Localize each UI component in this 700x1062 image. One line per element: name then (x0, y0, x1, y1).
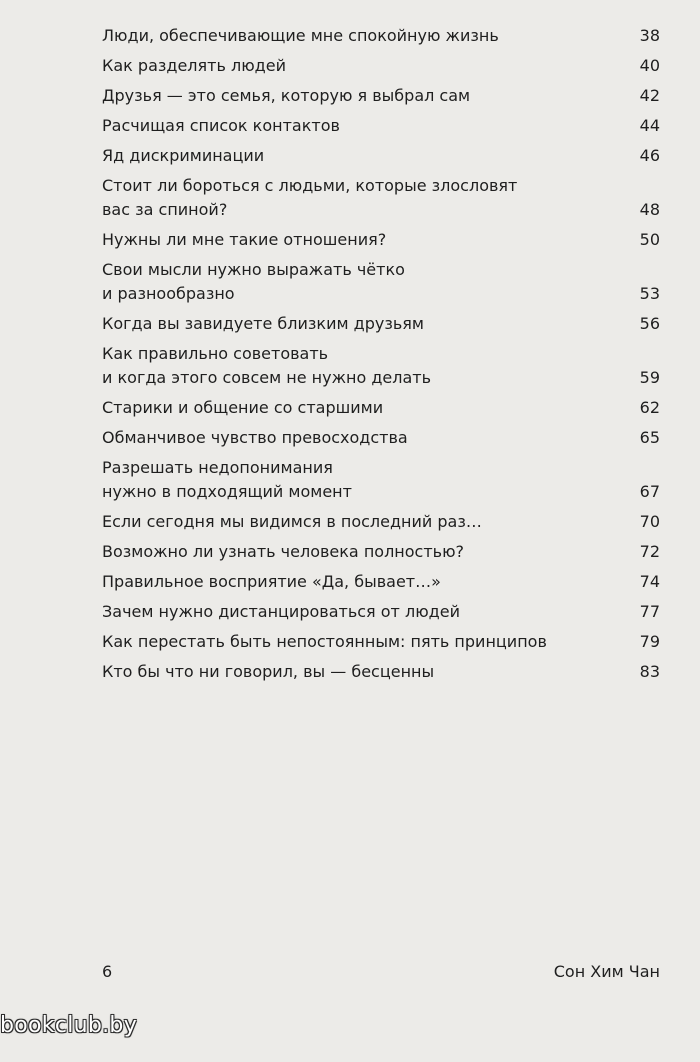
toc-entry (102, 174, 660, 222)
toc-entry-page: 40 (639, 56, 660, 75)
toc-entry-title: Как перестать быть непостоянным: пять принципов (102, 632, 547, 651)
toc-entry-title: Возможно ли узнать человека полностью? (102, 542, 465, 561)
watermark: bookclub.by (0, 1013, 138, 1038)
toc-entry-title: Разрешать недопонимания нужно в подходящий момент (102, 458, 352, 501)
toc-entry (102, 84, 660, 108)
toc-entry (102, 660, 660, 684)
toc-entry-title: Стоит ли бороться с людьми, которые злословят вас за спиной? (102, 176, 518, 219)
toc-entry (102, 510, 660, 534)
toc-entry-title: Свои мысли нужно выражать чётко и разнообразно (102, 260, 405, 303)
toc-entry-title: Кто бы что ни говорил, вы — бесценны (102, 662, 435, 681)
toc-entry-page: 38 (639, 26, 660, 45)
toc-entry-title: Люди, обеспечивающие мне спокойную жизнь (102, 26, 499, 45)
toc-entry-page: 74 (639, 572, 660, 591)
toc-entry-page: 79 (639, 632, 660, 651)
toc-entry (102, 540, 660, 564)
toc-entry-page: 72 (639, 542, 660, 561)
toc-entry-title: Старики и общение со старшими (102, 398, 384, 417)
toc-entry-title: Как правильно советовать и когда этого совсем не нужно делать (102, 344, 432, 387)
toc-entry-title: Зачем нужно дистанцироваться от людей (102, 602, 460, 621)
toc-entry (102, 630, 660, 654)
toc-entry-page: 67 (639, 482, 660, 501)
toc-entry-page: 59 (639, 368, 660, 387)
toc-entry (102, 600, 660, 624)
toc-entry-page: 46 (639, 146, 660, 165)
toc-entry-page: 70 (639, 512, 660, 531)
table-of-contents (102, 24, 660, 690)
toc-entry (102, 54, 660, 78)
toc-entry-page: 62 (639, 398, 660, 417)
toc-entry (102, 258, 660, 306)
toc-entry-page: 77 (639, 602, 660, 621)
toc-entry-title: Нужны ли мне такие отношения? (102, 230, 387, 249)
toc-entry-page: 56 (639, 314, 660, 333)
toc-entry (102, 24, 660, 48)
toc-entry (102, 228, 660, 252)
toc-entry-title: Обманчивое чувство превосходства (102, 428, 408, 447)
toc-entry (102, 312, 660, 336)
page-number: 6 (102, 962, 113, 981)
toc-entry-title: Яд дискриминации (102, 146, 265, 165)
toc-entry-title: Когда вы завидуете близким друзьям (102, 314, 424, 333)
toc-entry-page: 53 (639, 284, 660, 303)
toc-entry (102, 456, 660, 504)
toc-entry (102, 570, 660, 594)
author-name: Сон Хим Чан (553, 962, 660, 981)
toc-entry-page: 83 (639, 662, 660, 681)
toc-entry-page: 50 (639, 230, 660, 249)
toc-entry (102, 342, 660, 390)
toc-entry (102, 114, 660, 138)
toc-entry-title: Правильное восприятие «Да, бывает…» (102, 572, 441, 591)
toc-entry-title: Если сегодня мы видимся в последний раз… (102, 512, 482, 531)
toc-entry-page: 48 (639, 200, 660, 219)
toc-entry-title: Друзья — это семья, которую я выбрал сам (102, 86, 471, 105)
toc-entry-page: 44 (639, 116, 660, 135)
toc-entry-page: 42 (639, 86, 660, 105)
toc-entry-title: Расчищая список контактов (102, 116, 340, 135)
toc-entry-title: Как разделять людей (102, 56, 286, 75)
toc-entry-page: 65 (639, 428, 660, 447)
toc-entry (102, 426, 660, 450)
toc-entry (102, 396, 660, 420)
toc-entry (102, 144, 660, 168)
